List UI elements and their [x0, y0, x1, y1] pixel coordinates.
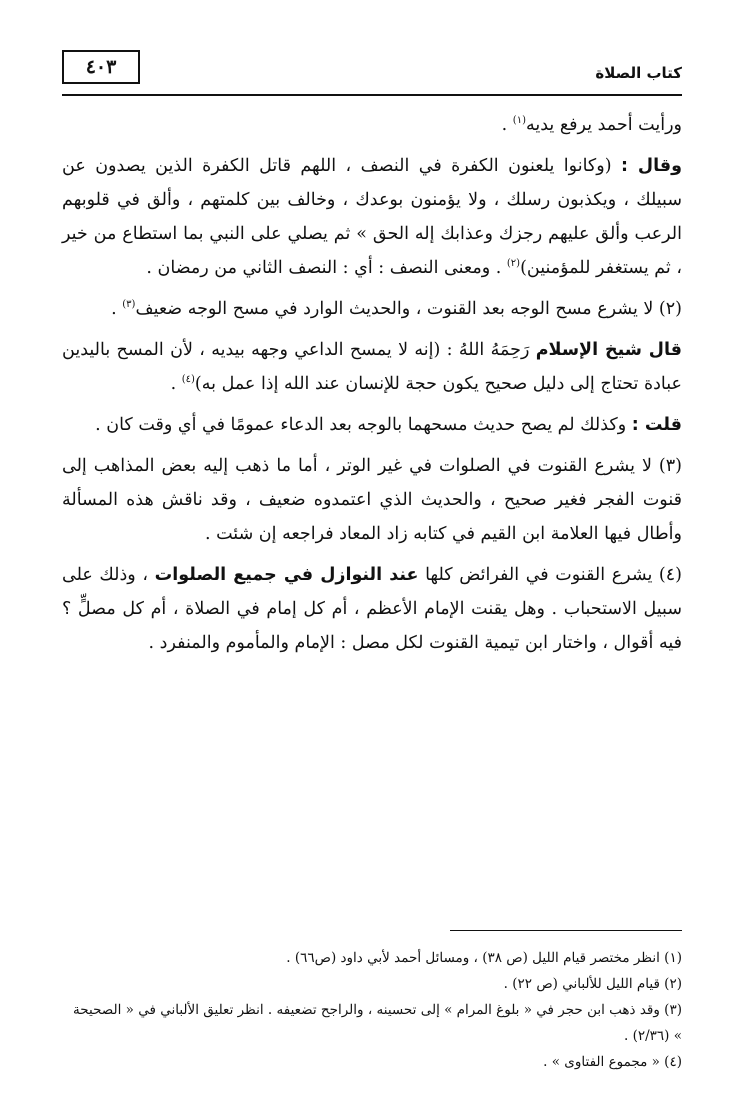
footnote-3: (٣) وقد ذهب ابن حجر في « بلوغ المرام » إلى تحسينه ، والراجح تضعيفه . انظر تعليق الألباني في « الصحيحة » (٢/٣٦) . — [73, 1002, 682, 1044]
footnote-separator — [450, 930, 682, 931]
paragraph-6: (٣) لا يشرع القنوت في الصلوات في غير الوتر ، أما ما ذهب إليه بعض المذاهب إلى قنوت الفجر فغير صحيح ، والحديث الذي اعتمدوه ضعيف ، وقد ناقش هذه المسألة وأطال فيها العلامة ابن القيم في كتابه زاد المعاد فراجعه إن شئت . — [62, 456, 682, 544]
page — [62, 50, 683, 1070]
footnote-ref: (٣) — [122, 299, 136, 311]
footnote-1: (١) انظر مختصر قيام الليل (ص ٣٨) ، ومسائل أحمد لأبي داود (ص٦٦) . — [286, 950, 682, 966]
chapter-title: كتاب الصلاة — [595, 64, 682, 82]
paragraph-5: قلت : وكذلك لم يصح حديث مسحهما بالوجه بعد الدعاء عمومًا في أي وقت كان . — [95, 415, 682, 435]
paragraph-4: قال شيخ الإسلام رَحِمَهُ اللهُ : (إنه لا يمسح الداعي وجهه بيديه ، لأن المسح باليدين عبادة تحتاج إلى دليل صحيح يكون حجة للإنسان عند الله إذا عمل به)$^{(٤)}$ . — [62, 340, 683, 394]
footnotes — [62, 945, 682, 1075]
main-text — [62, 108, 682, 667]
paragraph-2: وقال : (وكانوا يلعنون الكفرة في النصف ، اللهم قاتل الكفرة الذين يصدون عن سبيلك ، ويكذبون رسلك ، ولا يؤمنون بوعدك ، وخالف بين كلمتهم ، وألق في قلوبهم الرعب وألق عليهم رجزك وعذابك إله الحق » ثم يصلي على النبي بما استطاع من خير ، ثم يستغفر للمؤمنين)$^{(٢)}$ . ومعنى النصف : أي : النصف الثاني من رمضان . — [62, 156, 682, 278]
page-header — [62, 50, 682, 94]
footnote-2: (٢) قيام الليل للألباني (ص ٢٢) . — [503, 976, 682, 992]
paragraph-1: ورأيت أحمد يرفع يديه$^{(١)}$ . — [501, 115, 682, 135]
footnote-ref: (١) — [512, 115, 526, 127]
footnote-4: (٤) « مجموع الفتاوى » . — [543, 1054, 682, 1070]
paragraph-lead: قلت : — [631, 415, 682, 435]
paragraph-7: (٤) يشرع القنوت في الفرائض كلها عند النوازل في جميع الصلوات ، وذلك على سبيل الاستحباب . وهل يقنت الإمام الأعظم ، أم كل إمام في الصلاة ، أم كل مصلٍّ ؟ فيه أقوال ، واختار ابن تيمية القنوت لكل مصل : الإمام والمأموم والمنفرد . — [62, 565, 682, 653]
page-number: ٤٠٣ — [62, 50, 140, 84]
paragraph-3: (٢) لا يشرع مسح الوجه بعد القنوت ، والحديث الوارد في مسح الوجه ضعيف$^{(٣)}$ . — [111, 299, 682, 319]
footnote-ref: (٢) — [506, 258, 521, 270]
paragraph-lead: قال شيخ الإسلام — [535, 340, 683, 360]
footnote-ref: (٤) — [181, 374, 195, 386]
header-rule — [62, 94, 682, 96]
paragraph-lead: وقال : — [620, 156, 682, 176]
highlighted-phrase: عند النوازل في جميع الصلوات — [154, 565, 419, 585]
